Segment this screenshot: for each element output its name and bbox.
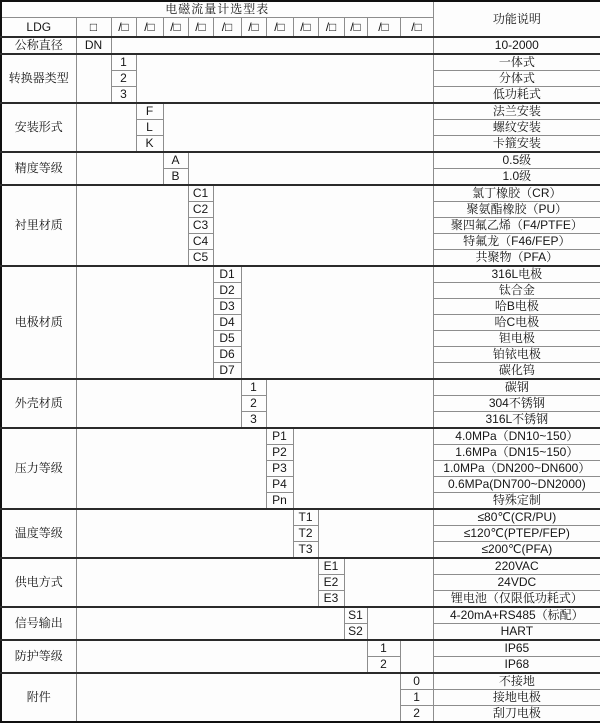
option-description: 法兰安装: [433, 103, 600, 120]
model-code-box: /□: [163, 18, 188, 38]
empty-region: [76, 103, 136, 152]
group-label: 精度等级: [1, 152, 76, 185]
group-label: 信号输出: [1, 607, 76, 640]
model-code-box: /□: [136, 18, 163, 38]
option-description: 碳化钨: [433, 363, 600, 380]
option-description: 氯丁橡胶（CR）: [433, 185, 600, 202]
option-code: 1: [241, 379, 266, 396]
empty-region: [76, 266, 213, 379]
option-description: 锂电池（仅限低功耗式）: [433, 591, 600, 608]
option-description: 0.5级: [433, 152, 600, 169]
model-code-box: /□: [266, 18, 293, 38]
option-code: F: [136, 103, 163, 120]
option-code: E1: [318, 558, 344, 575]
option-description: 钽电极: [433, 331, 600, 347]
option-description: 碳钢: [433, 379, 600, 396]
option-description: 共聚物（PFA）: [433, 250, 600, 267]
option-description: ≤120℃(PTEP/FEP): [433, 526, 600, 542]
option-description: 24VDC: [433, 575, 600, 591]
model-code-box: /□: [241, 18, 266, 38]
model-code-box: /□: [400, 18, 433, 38]
option-code: D1: [213, 266, 241, 283]
option-description: 304不锈钢: [433, 396, 600, 412]
option-description: 1.0MPa（DN200~DN600）: [433, 461, 600, 477]
option-code: P4: [266, 477, 293, 493]
empty-region: [241, 266, 433, 379]
group-label: 温度等级: [1, 509, 76, 558]
option-code: T1: [293, 509, 318, 526]
model-code-box: /□: [188, 18, 213, 38]
empty-region: [367, 607, 433, 640]
option-code: S2: [344, 624, 367, 641]
option-description: 钛合金: [433, 283, 600, 299]
group-label: 安装形式: [1, 103, 76, 152]
option-description: 316L电极: [433, 266, 600, 283]
option-code: C5: [188, 250, 213, 267]
option-code: C3: [188, 218, 213, 234]
empty-region: [76, 640, 367, 673]
option-code: S1: [344, 607, 367, 624]
option-code: L: [136, 120, 163, 136]
option-code: D4: [213, 315, 241, 331]
option-description: IP65: [433, 640, 600, 657]
option-code: K: [136, 136, 163, 153]
option-description: 铂铱电极: [433, 347, 600, 363]
empty-region: [111, 37, 433, 54]
option-description: 10-2000: [433, 37, 600, 54]
empty-region: [76, 428, 266, 509]
empty-region: [266, 379, 433, 428]
option-code: E2: [318, 575, 344, 591]
group-label: 转换器类型: [1, 54, 76, 103]
option-description: 4-20mA+RS485（标配）: [433, 607, 600, 624]
empty-region: [76, 509, 293, 558]
option-description: 分体式: [433, 71, 600, 87]
group-label: 公称直径: [1, 37, 76, 54]
option-description: 特殊定制: [433, 493, 600, 510]
option-code: T3: [293, 542, 318, 559]
empty-region: [188, 152, 433, 185]
option-description: 接地电极: [433, 690, 600, 706]
option-code: 1: [400, 690, 433, 706]
option-code: C2: [188, 202, 213, 218]
option-description: 聚四氟乙烯（F4/PTFE）: [433, 218, 600, 234]
option-code: 2: [400, 706, 433, 723]
model-code-box: /□: [367, 18, 400, 38]
option-description: ≤80℃(CR/PU): [433, 509, 600, 526]
option-description: 220VAC: [433, 558, 600, 575]
empty-region: [344, 558, 433, 607]
model-code-box: /□: [111, 18, 136, 38]
option-description: 哈B电极: [433, 299, 600, 315]
group-label: 防护等级: [1, 640, 76, 673]
group-label: 衬里材质: [1, 185, 76, 266]
option-description: 不接地: [433, 673, 600, 690]
empty-region: [76, 152, 163, 185]
option-code: 1: [111, 54, 136, 71]
option-code: P2: [266, 445, 293, 461]
option-description: 1.6MPa（DN15~150）: [433, 445, 600, 461]
empty-region: [213, 185, 433, 266]
group-label: 附件: [1, 673, 76, 722]
model-prefix: LDG: [1, 18, 76, 38]
empty-region: [76, 185, 188, 266]
empty-region: [163, 103, 433, 152]
option-code: 2: [241, 396, 266, 412]
group-label: 供电方式: [1, 558, 76, 607]
option-description: 螺纹安装: [433, 120, 600, 136]
option-description: 聚氨酯橡胶（PU）: [433, 202, 600, 218]
group-label: 外壳材质: [1, 379, 76, 428]
option-code: D5: [213, 331, 241, 347]
option-code: 0: [400, 673, 433, 690]
empty-region: [76, 558, 318, 607]
empty-region: [76, 607, 344, 640]
model-code-box: /□: [213, 18, 241, 38]
empty-region: [293, 428, 433, 509]
model-code-box: /□: [318, 18, 344, 38]
option-code: 3: [241, 412, 266, 429]
option-code: D6: [213, 347, 241, 363]
option-description: 4.0MPa（DN10~150）: [433, 428, 600, 445]
option-code: 2: [111, 71, 136, 87]
table-title: 电磁流量计选型表: [1, 1, 433, 18]
option-code: C1: [188, 185, 213, 202]
option-code: DN: [76, 37, 111, 54]
empty-region: [76, 379, 241, 428]
option-code: E3: [318, 591, 344, 608]
option-description: HART: [433, 624, 600, 641]
function-column-header: 功能说明: [433, 1, 600, 37]
empty-region: [76, 673, 400, 722]
option-description: 低功耗式: [433, 87, 600, 104]
option-description: 316L不锈钢: [433, 412, 600, 429]
option-description: 一体式: [433, 54, 600, 71]
option-code: 1: [367, 640, 400, 657]
option-code: T2: [293, 526, 318, 542]
option-description: 0.6MPa(DN700~DN2000): [433, 477, 600, 493]
group-label: 压力等级: [1, 428, 76, 509]
model-code-box: /□: [344, 18, 367, 38]
option-code: D3: [213, 299, 241, 315]
empty-region: [76, 54, 111, 103]
option-code: 3: [111, 87, 136, 104]
option-code: Pn: [266, 493, 293, 510]
empty-region: [318, 509, 433, 558]
option-code: C4: [188, 234, 213, 250]
option-description: 卡箍安装: [433, 136, 600, 153]
option-description: 特氟龙（F46/FEP）: [433, 234, 600, 250]
option-description: ≤200℃(PFA): [433, 542, 600, 559]
empty-region: [400, 640, 433, 673]
model-code-box: □: [76, 18, 111, 38]
option-description: 哈C电极: [433, 315, 600, 331]
option-code: D7: [213, 363, 241, 380]
option-code: P3: [266, 461, 293, 477]
option-description: 刮刀电极: [433, 706, 600, 723]
option-description: 1.0级: [433, 169, 600, 186]
option-code: A: [163, 152, 188, 169]
empty-region: [136, 54, 433, 103]
option-code: P1: [266, 428, 293, 445]
option-code: B: [163, 169, 188, 186]
option-description: IP68: [433, 657, 600, 674]
model-code-box: /□: [293, 18, 318, 38]
option-code: D2: [213, 283, 241, 299]
group-label: 电极材质: [1, 266, 76, 379]
option-code: 2: [367, 657, 400, 674]
